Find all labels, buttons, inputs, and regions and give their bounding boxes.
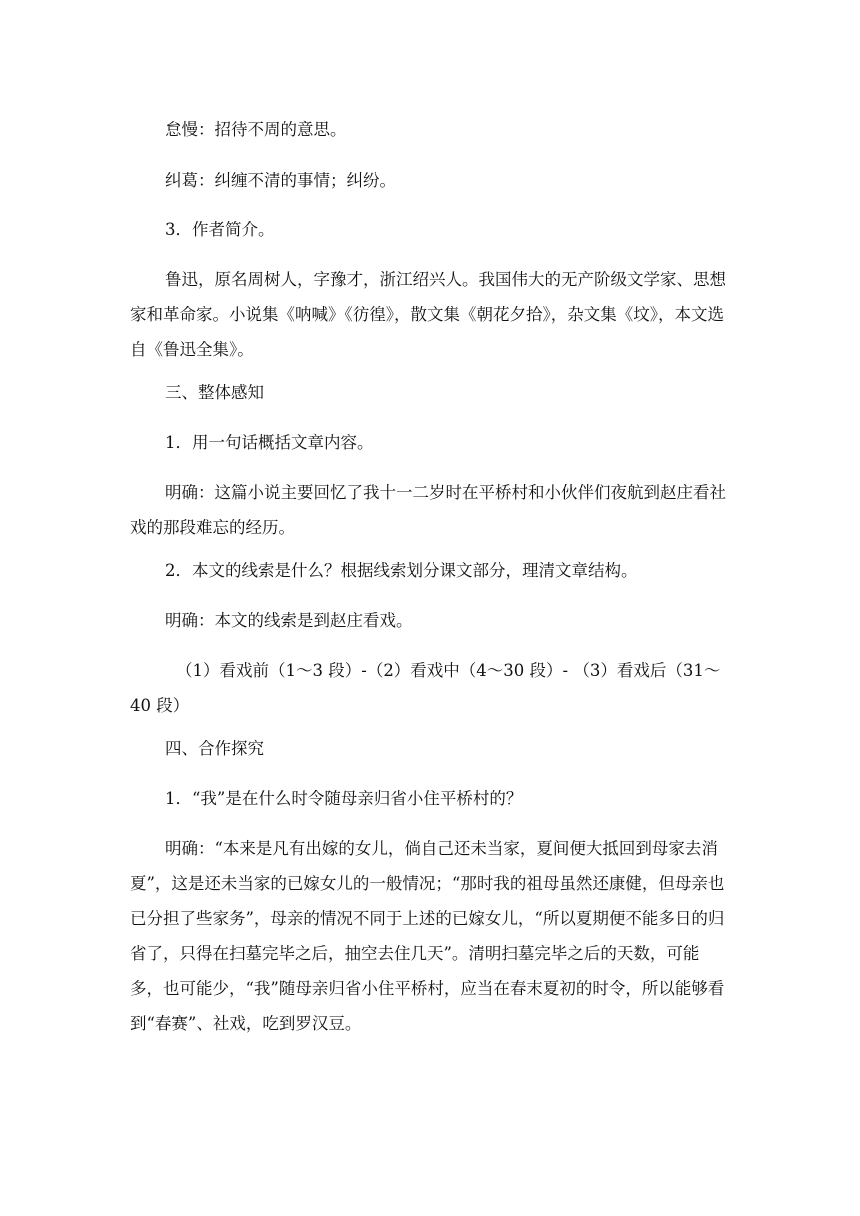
question-1-summary: 1．用一句话概括文章内容。 (165, 433, 374, 452)
inquiry-question-1: 1．“我”是在什么时令随母亲归省小住平桥村的？ (165, 789, 523, 808)
vocab-jiuge: 纠葛：纠缠不清的事情；纠纷。 (165, 171, 396, 190)
heading-cooperative-inquiry: 四、合作探究 (165, 739, 264, 758)
structure-division: （1）看戏前（1～3 段）-（2）看戏中（4～30 段）- （3）看戏后（31～40 段） (130, 661, 721, 715)
answer-2-clue: 明确：本文的线索是到赵庄看戏。 (165, 611, 413, 630)
author-bio-paragraph: 鲁迅，原名周树人，字豫才，浙江绍兴人。我国伟大的无产阶级文学家、思想家和革命家。小说集《呐喊》《彷徨》，散文集《朝花夕拾》，杂文集《坟》，本文选自《鲁迅全集》。 (130, 270, 726, 359)
section-author-intro: 3．作者简介。 (165, 220, 275, 239)
heading-overall-perception: 三、整体感知 (165, 383, 264, 402)
vocab-daiman: 怠慢：招待不周的意思。 (165, 120, 347, 139)
answer-1-summary: 明确：这篇小说主要回忆了我十一二岁时在平桥村和小伙伴们夜航到赵庄看社戏的那段难忘的经历。 (130, 483, 726, 537)
question-2-clue: 2．本文的线索是什么？根据线索划分课文部分，理清文章结构。 (165, 561, 638, 580)
inquiry-answer-1: 明确：“本来是凡有出嫁的女儿，倘自己还未当家，夏间便大抵回到母家去消夏”，这是还未当家的已嫁女儿的一般情况；“那时我的祖母虽然还康健，但母亲也已分担了些家务”，母亲的情况不同于上述的已嫁女儿，“所以夏期便不能多日的归省了，只得在扫墓完毕之后，抽空去住几天”。清明扫墓完毕之后的天数，可能多，也可能少，“我”随母亲归省小住平桥村，应当在春末夏初的时令，所以能够看到“春赛”、社戏，吃到罗汉豆。 (130, 839, 725, 1033)
